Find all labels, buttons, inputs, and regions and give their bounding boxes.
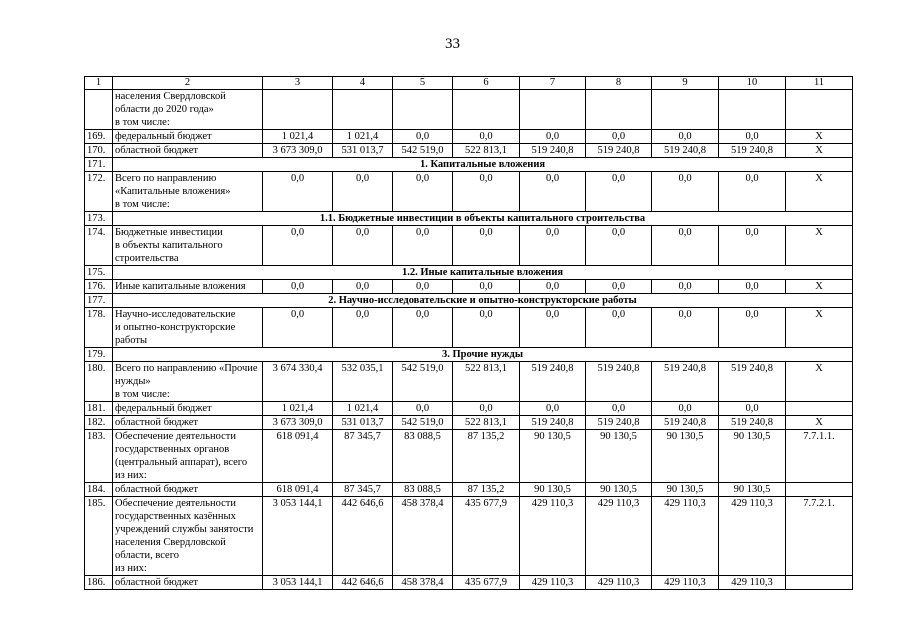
column-header: 8	[586, 77, 652, 90]
table-row	[85, 144, 853, 158]
row-number: 175.	[85, 266, 113, 280]
value-cell: 0,0	[652, 402, 719, 416]
column-header: 6	[453, 77, 520, 90]
row-name-line: Обеспечение деятельности	[115, 431, 236, 442]
value-cell: 0,0	[652, 308, 719, 348]
value-cell: 442 646,6	[333, 497, 393, 576]
value-cell: 0,0	[719, 280, 786, 294]
value-cell: 519 240,8	[719, 362, 786, 402]
row-name	[113, 308, 263, 348]
value-cell: 429 110,3	[719, 576, 786, 590]
section-row	[85, 348, 853, 362]
row-number: 179.	[85, 348, 113, 362]
section-row	[85, 212, 853, 226]
value-cell: 0,0	[453, 280, 520, 294]
row-number: 182.	[85, 416, 113, 430]
row-number: 184.	[85, 483, 113, 497]
value-cell: 0,0	[393, 226, 453, 266]
section-title: 1.1. Бюджетные инвестиции в объекты капитального строительства	[113, 212, 853, 226]
value-cell: 458 378,4	[393, 497, 453, 576]
row-name	[113, 130, 263, 144]
row-name-line: (центральный аппарат), всего	[115, 457, 248, 468]
value-cell: 429 110,3	[586, 576, 652, 590]
value-cell: 0,0	[520, 226, 586, 266]
row-name-line: «Капитальные вложения»	[115, 186, 231, 197]
row-name	[113, 144, 263, 158]
row-number: 173.	[85, 212, 113, 226]
value-cell: 0,0	[520, 280, 586, 294]
value-cell: 531 013,7	[333, 416, 393, 430]
row-name-line: работы	[115, 335, 148, 346]
value-cell: 519 240,8	[652, 416, 719, 430]
value-cell: 0,0	[393, 172, 453, 212]
value-cell: 458 378,4	[393, 576, 453, 590]
row-number: 169.	[85, 130, 113, 144]
value-cell	[520, 90, 586, 130]
value-cell: 429 110,3	[719, 497, 786, 576]
target-code-cell: 7.7.2.1.	[786, 497, 853, 576]
value-cell: 429 110,3	[520, 576, 586, 590]
value-cell: 542 519,0	[393, 144, 453, 158]
value-cell: 0,0	[586, 172, 652, 212]
value-cell	[393, 90, 453, 130]
table-row	[85, 90, 853, 130]
column-header: 4	[333, 77, 393, 90]
value-cell: 87 135,2	[453, 430, 520, 483]
page-number: 33	[445, 36, 460, 52]
value-cell: 429 110,3	[652, 497, 719, 576]
value-cell: 519 240,8	[652, 144, 719, 158]
target-code-cell: Х	[786, 226, 853, 266]
row-number: 186.	[85, 576, 113, 590]
row-name-line: из них:	[115, 470, 147, 481]
value-cell: 1 021,4	[263, 130, 333, 144]
section-title: 2. Научно-исследовательские и опытно-конструкторские работы	[113, 294, 853, 308]
row-name	[113, 172, 263, 212]
value-cell: 519 240,8	[520, 144, 586, 158]
value-cell: 0,0	[719, 130, 786, 144]
column-header: 2	[113, 77, 263, 90]
value-cell: 429 110,3	[586, 497, 652, 576]
row-name-line: и опытно-конструкторские	[115, 322, 236, 333]
value-cell: 3 053 144,1	[263, 497, 333, 576]
table-row	[85, 130, 853, 144]
value-cell: 522 813,1	[453, 144, 520, 158]
value-cell: 87 345,7	[333, 483, 393, 497]
value-cell: 0,0	[333, 172, 393, 212]
row-name	[113, 280, 263, 294]
row-name-line: в том числе:	[115, 199, 170, 210]
row-number: 171.	[85, 158, 113, 172]
value-cell: 0,0	[333, 308, 393, 348]
value-cell: 87 135,2	[453, 483, 520, 497]
column-header: 7	[520, 77, 586, 90]
row-name-line: области до 2020 года»	[115, 104, 214, 115]
row-number: 172.	[85, 172, 113, 212]
row-name	[113, 90, 263, 130]
value-cell: 0,0	[393, 402, 453, 416]
value-cell	[263, 90, 333, 130]
value-cell: 519 240,8	[586, 416, 652, 430]
value-cell: 519 240,8	[520, 416, 586, 430]
table-row	[85, 402, 853, 416]
row-number	[85, 90, 113, 130]
column-header: 11	[786, 77, 853, 90]
value-cell: 0,0	[586, 308, 652, 348]
value-cell: 90 130,5	[652, 430, 719, 483]
value-cell: 0,0	[453, 130, 520, 144]
row-name-line: федеральный бюджет	[115, 131, 212, 142]
value-cell: 542 519,0	[393, 362, 453, 402]
value-cell: 522 813,1	[453, 362, 520, 402]
value-cell: 0,0	[393, 130, 453, 144]
row-number: 177.	[85, 294, 113, 308]
value-cell: 3 673 309,0	[263, 416, 333, 430]
value-cell: 0,0	[652, 226, 719, 266]
column-header: 9	[652, 77, 719, 90]
row-name	[113, 430, 263, 483]
row-name-line: Всего по направлению	[115, 173, 217, 184]
value-cell: 0,0	[652, 130, 719, 144]
section-row	[85, 294, 853, 308]
value-cell: 519 240,8	[719, 416, 786, 430]
target-code-cell	[786, 402, 853, 416]
target-code-cell: Х	[786, 172, 853, 212]
row-name-line: из них:	[115, 563, 147, 574]
row-number: 181.	[85, 402, 113, 416]
column-header: 10	[719, 77, 786, 90]
value-cell: 1 021,4	[263, 402, 333, 416]
row-name-line: областной бюджет	[115, 484, 198, 495]
value-cell: 0,0	[453, 226, 520, 266]
value-cell: 0,0	[453, 172, 520, 212]
value-cell: 0,0	[520, 130, 586, 144]
table-row	[85, 430, 853, 483]
row-number: 178.	[85, 308, 113, 348]
row-name	[113, 497, 263, 576]
value-cell: 522 813,1	[453, 416, 520, 430]
value-cell: 90 130,5	[586, 483, 652, 497]
table-row	[85, 576, 853, 590]
header-row	[85, 77, 853, 90]
row-name	[113, 416, 263, 430]
value-cell: 519 240,8	[719, 144, 786, 158]
value-cell: 0,0	[393, 280, 453, 294]
row-name-line: населения Свердловской	[115, 537, 226, 548]
row-name-line: федеральный бюджет	[115, 403, 212, 414]
row-name-line: в объекты капитального	[115, 240, 223, 251]
value-cell: 1 021,4	[333, 130, 393, 144]
value-cell: 3 673 309,0	[263, 144, 333, 158]
value-cell: 618 091,4	[263, 483, 333, 497]
table-row	[85, 172, 853, 212]
row-name	[113, 483, 263, 497]
target-code-cell: Х	[786, 144, 853, 158]
value-cell: 442 646,6	[333, 576, 393, 590]
section-row	[85, 158, 853, 172]
row-name-line: областной бюджет	[115, 145, 198, 156]
row-name-line: областной бюджет	[115, 577, 198, 588]
value-cell: 542 519,0	[393, 416, 453, 430]
value-cell: 0,0	[520, 172, 586, 212]
target-code-cell: Х	[786, 362, 853, 402]
row-name-line: области, всего	[115, 550, 179, 561]
target-code-cell	[786, 483, 853, 497]
section-title: 3. Прочие нужды	[113, 348, 853, 362]
value-cell: 0,0	[719, 402, 786, 416]
row-name	[113, 402, 263, 416]
row-name-line: государственных казённых	[115, 511, 236, 522]
value-cell: 519 240,8	[586, 144, 652, 158]
value-cell: 90 130,5	[719, 430, 786, 483]
target-code-cell: Х	[786, 416, 853, 430]
value-cell: 1 021,4	[333, 402, 393, 416]
row-name-line: Бюджетные инвестиции	[115, 227, 223, 238]
value-cell	[333, 90, 393, 130]
row-number: 176.	[85, 280, 113, 294]
value-cell	[453, 90, 520, 130]
value-cell: 90 130,5	[520, 483, 586, 497]
value-cell: 0,0	[263, 280, 333, 294]
row-number: 180.	[85, 362, 113, 402]
target-code-cell: Х	[786, 308, 853, 348]
table-row	[85, 308, 853, 348]
value-cell: 531 013,7	[333, 144, 393, 158]
target-code-cell: 7.7.1.1.	[786, 430, 853, 483]
row-name-line: Иные капитальные вложения	[115, 281, 246, 292]
value-cell: 0,0	[586, 130, 652, 144]
row-number: 170.	[85, 144, 113, 158]
row-name-line: населения Свердловской	[115, 91, 226, 102]
row-name-line: в том числе:	[115, 389, 170, 400]
row-name-line: в том числе:	[115, 117, 170, 128]
value-cell: 519 240,8	[520, 362, 586, 402]
column-header: 5	[393, 77, 453, 90]
row-name-line: государственных органов	[115, 444, 230, 455]
value-cell	[652, 90, 719, 130]
target-code-cell: Х	[786, 130, 853, 144]
value-cell: 618 091,4	[263, 430, 333, 483]
section-row	[85, 266, 853, 280]
row-name-line: нужды»	[115, 376, 151, 387]
value-cell: 0,0	[586, 402, 652, 416]
value-cell: 3 053 144,1	[263, 576, 333, 590]
section-title: 1.2. Иные капитальные вложения	[113, 266, 853, 280]
value-cell: 0,0	[652, 280, 719, 294]
value-cell: 0,0	[520, 308, 586, 348]
value-cell: 435 677,9	[453, 497, 520, 576]
value-cell: 90 130,5	[520, 430, 586, 483]
budget-table	[84, 76, 853, 590]
section-title: 1. Капитальные вложения	[113, 158, 853, 172]
row-name-line: учреждений службы занятости	[115, 524, 254, 535]
value-cell: 532 035,1	[333, 362, 393, 402]
target-code-cell: Х	[786, 280, 853, 294]
target-code-cell	[786, 576, 853, 590]
row-name-line: Обеспечение деятельности	[115, 498, 236, 509]
value-cell: 0,0	[586, 280, 652, 294]
row-number: 174.	[85, 226, 113, 266]
value-cell: 429 110,3	[520, 497, 586, 576]
value-cell: 0,0	[263, 308, 333, 348]
value-cell: 83 088,5	[393, 483, 453, 497]
value-cell	[586, 90, 652, 130]
value-cell	[719, 90, 786, 130]
table-row	[85, 416, 853, 430]
value-cell: 0,0	[333, 226, 393, 266]
row-number: 183.	[85, 430, 113, 483]
value-cell: 0,0	[520, 402, 586, 416]
value-cell: 90 130,5	[586, 430, 652, 483]
value-cell: 0,0	[333, 280, 393, 294]
row-name	[113, 576, 263, 590]
table-row	[85, 280, 853, 294]
row-name-line: областной бюджет	[115, 417, 198, 428]
value-cell: 0,0	[719, 172, 786, 212]
row-name	[113, 226, 263, 266]
value-cell: 429 110,3	[652, 576, 719, 590]
value-cell: 90 130,5	[719, 483, 786, 497]
value-cell: 519 240,8	[652, 362, 719, 402]
value-cell: 0,0	[719, 226, 786, 266]
table-row	[85, 226, 853, 266]
value-cell: 519 240,8	[586, 362, 652, 402]
column-header: 3	[263, 77, 333, 90]
value-cell: 0,0	[263, 172, 333, 212]
value-cell: 87 345,7	[333, 430, 393, 483]
value-cell: 435 677,9	[453, 576, 520, 590]
target-code-cell	[786, 90, 853, 130]
value-cell: 0,0	[263, 226, 333, 266]
table-row	[85, 362, 853, 402]
row-number: 185.	[85, 497, 113, 576]
value-cell: 0,0	[719, 308, 786, 348]
row-name-line: Научно-исследовательские	[115, 309, 236, 320]
value-cell: 3 674 330,4	[263, 362, 333, 402]
value-cell: 90 130,5	[652, 483, 719, 497]
value-cell: 0,0	[393, 308, 453, 348]
value-cell: 0,0	[453, 308, 520, 348]
value-cell: 0,0	[652, 172, 719, 212]
row-name	[113, 362, 263, 402]
value-cell: 0,0	[586, 226, 652, 266]
column-header: 1	[85, 77, 113, 90]
value-cell: 0,0	[453, 402, 520, 416]
table-row	[85, 483, 853, 497]
row-name-line: строительства	[115, 253, 179, 264]
table-row	[85, 497, 853, 576]
value-cell: 83 088,5	[393, 430, 453, 483]
row-name-line: Всего по направлению «Прочие	[115, 363, 258, 374]
